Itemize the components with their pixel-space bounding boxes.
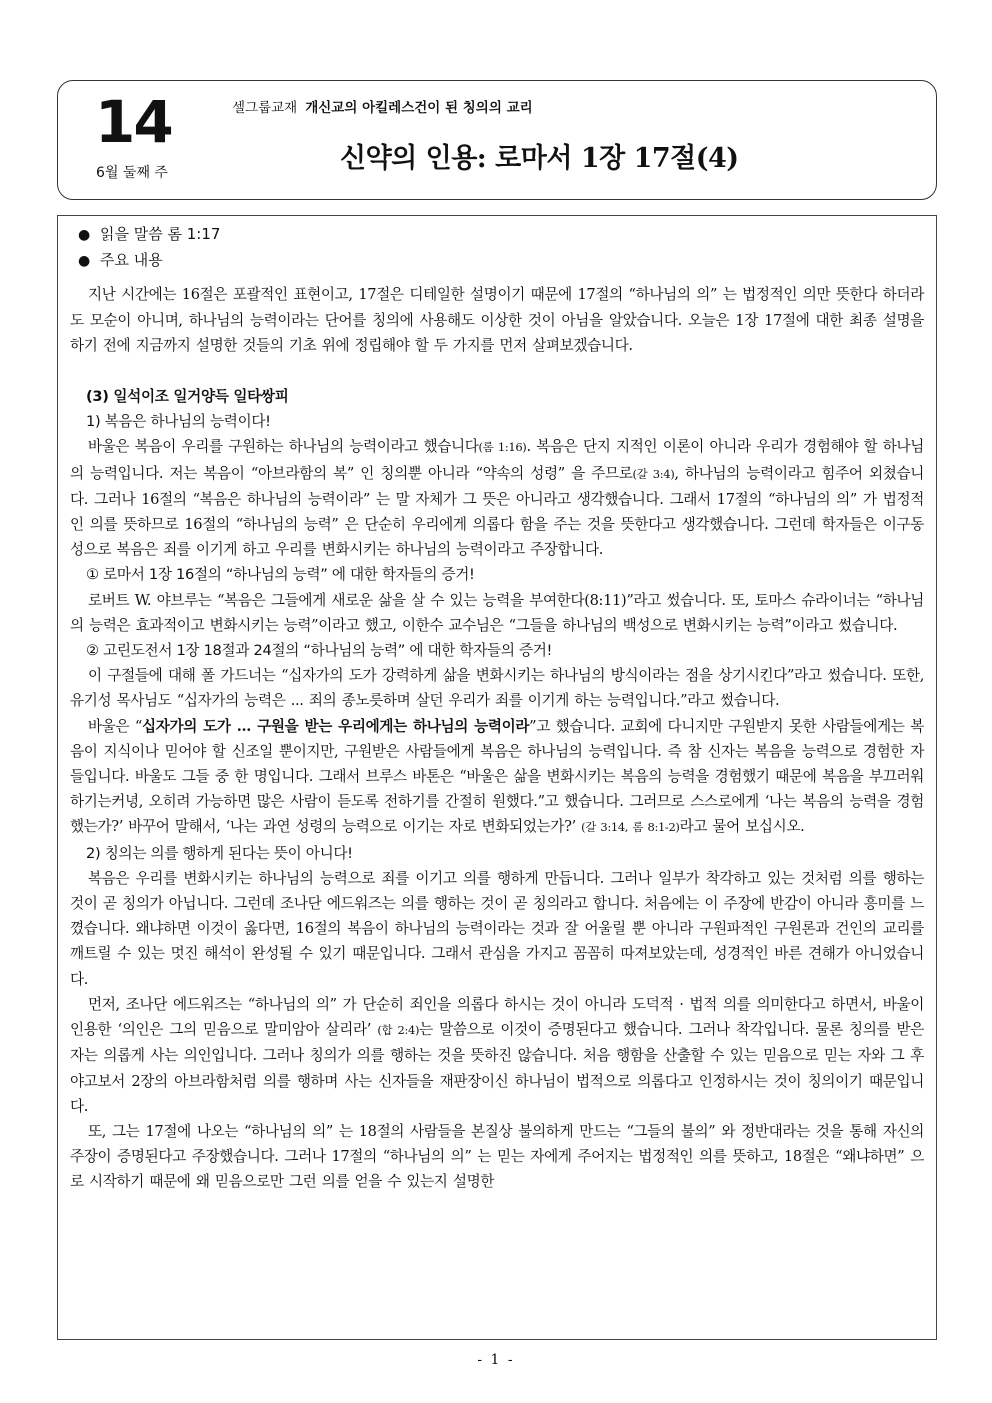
bullet-dot-icon: ● <box>78 227 91 243</box>
text-run: 는 말씀으로 이것이 증명된다고 했습니다. 그러나 착각입니다. 물론 칭의를 받은 자는 의롭게 사는 의인입니다. 그러나 칭의가 의를 행하는 것을 뜻하진 않습니다. 처음 행함을 산출할 수 있는 믿음으로 믿는 자와 그 후 야고보서 2장의 아브라함처럼 의를 행하며 사는 신자들을 재판장이신 하나님이 법적으로 의롭다고 인정하시는 것이 칭의이기 때문입니다. <box>70 1021 924 1115</box>
point2-heading: ② 고린도전서 1장 18절과 24절의 “하나님의 능력” 에 대한 학자들의 증거! <box>86 642 553 660</box>
sub1-heading: 1) 복음은 하나님의 능력이다! <box>86 413 271 431</box>
week-label: 6월 둘째 주 <box>96 165 168 181</box>
sub2-paragraph-2 <box>70 992 924 1119</box>
sub2-paragraph-1: 복음은 우리를 변화시키는 하나님의 능력으로 죄를 이기고 의를 행하게 만듭니다. 그러나 일부가 착각하고 있는 것처럼 의를 행하는 것이 곧 칭의가 아닙니다. 그런데 조나단 에드워즈는 의를 행하는 것이 곧 칭의라고 합니다. 처음에는 이 주장에 반감이 아니라 흥미를 느꼈습니다. 왜냐하면 이것이 옳다면, 16절의 복음이 하나님의 능력이라는 것과 잘 어울릴 뿐 아니라 구원파적인 구원론과 건인의 교리를 깨트릴 수 있는 멋진 해석이 완성될 수 있기 때문입니다. 그래서 관심을 가지고 꼼꼼히 따져보았는데, 성경적인 바른 견해가 아니었습니다. <box>70 869 924 988</box>
text-run: 바울은 “ <box>88 717 143 735</box>
sub2-heading: 2) 칭의는 의를 행하게 된다는 뜻이 아니다! <box>86 844 353 862</box>
text-run: 바울은 복음이 우리를 구원하는 하나님의 능력이라고 했습니다 <box>88 438 479 456</box>
scripture-ref: (갈 3:4) <box>632 466 675 481</box>
point1-heading: ① 로마서 1장 16절의 “하나님의 능력” 에 대한 학자들의 증거! <box>86 566 475 584</box>
scripture-ref: (갈 3:14, 롬 8:1-2) <box>581 820 680 835</box>
text-run: . 복음은 단지 지적인 이론이 아니라 우리가 경험해야 할 하나님의 능력입니다. 저는 복음이 “아브라함의 복” 인 칭의뿐 아니라 “약속의 성령” 을 주므로 <box>70 438 924 482</box>
series-title: 개신교의 아킬레스건이 된 칭의의 교리 <box>305 100 533 116</box>
lesson-number: 14 <box>95 88 172 156</box>
page-number: - 1 - <box>477 1352 515 1368</box>
bold-quote: 십자가의 도가 … 구원을 받는 우리에게는 하나님의 능력이라 <box>142 717 530 735</box>
text-run: , 하나님의 능력이라고 힘주어 외쳤습니다. 그러나 16절의 “복음은 하나님의 능력이라” 는 말 자체가 그 뜻은 아니라고 생각했습니다. 그래서 17절의 “하나님의 의” 가 법정적인 의를 뜻하므로 16절의 “하나님의 능력” 은 단순히 우리에게 의롭다 함을 주는 것을 뜻한다고 생각했습니다. 그런데 학자들은 이구동성으로 복음은 죄를 이기게 하고 우리를 변화시키는 하나님의 능력이라고 주장합니다. <box>70 464 924 559</box>
scripture-ref: (합 2:4) <box>377 1023 420 1038</box>
content-box <box>57 215 937 1340</box>
reading-text: 읽을 말씀 롬 1:17 <box>100 225 221 243</box>
scripture-ref: (롬 1:16) <box>478 440 527 455</box>
reading-bullet <box>70 222 924 248</box>
main-content-text: 주요 내용 <box>100 251 163 270</box>
lesson-title: 신약의 인용: 로마서 1장 17절(4) <box>340 143 739 174</box>
sub1-paragraph-2 <box>70 714 924 841</box>
content-body <box>58 216 936 1195</box>
series-prefix: 셀그룹교재 <box>232 100 298 116</box>
text-run: ”고 했습니다. 교회에 다니지만 구원받지 못한 사람들에게는 복음이 지식이나 믿어야 할 신조일 뿐이지만, 구원받은 사람들에게 복음은 하나님의 능력입니다. 즉 참 신자는 복음을 능력으로 경험한 자들입니다. 바울도 그들 중 한 명입니다. 그래서 브루스 바톤은 “바울은 삶을 변화시키는 복음의 능력을 경험했기 때문에 복음을 부끄러워하기는커녕, 오히려 가능하면 많은 사람이 듣도록 전하기를 간절히 원했다.”고 했습니다. 그러므로 스스로에게 ‘나는 복음의 능력을 경험했는가?’ 바꾸어 말해서, ‘나는 과연 성령의 능력으로 이기는 자로 변화되었는가?’ <box>70 717 924 836</box>
section-gap <box>70 358 924 384</box>
main-content-bullet <box>70 248 924 274</box>
sub2-paragraph-3: 또, 그는 17절에 나오는 “하나님의 의” 는 18절의 사람들을 본질상 불의하게 만드는 “그들의 불의” 와 정반대라는 것을 통해 자신의 주장이 증명된다고 주장했습니다. 그러나 17절의 “하나님의 의” 는 믿는 자에게 주어지는 법정적인 의를 뜻하고, 18절은 “왜냐하면” 으로 시작하기 때문에 왜 믿음으로만 그런 의를 얻을 수 있는지 설명한 <box>70 1122 924 1191</box>
series-line <box>232 96 533 116</box>
sub1-paragraph-1 <box>70 434 924 562</box>
point1-paragraph: 로버트 W. 야브루는 “복음은 그들에게 새로운 삶을 살 수 있는 능력을 부여한다(8:11)”라고 썼습니다. 또, 토마스 슈라이너는 “하나님의 능력은 효과적이고 변화시키는 능력”이라고 했고, 이한수 교수님은 “그들을 하나님의 백성으로 변화시키는 능력”이라고 썼습니다. <box>70 591 924 634</box>
bullet-dot-icon: ● <box>78 253 91 270</box>
text-run: 먼저, 조나단 에드워즈는 “하나님의 의” 가 단순히 죄인을 의롭다 하시는 것이 아니라 도덕적 · 법적 의를 의미한다고 하면서, 바울이 인용한 ‘의인은 그의 믿음으로 말미암아 살리라’ <box>70 995 924 1039</box>
section3-heading: (3) 일석이조 일거양득 일타쌍피 <box>86 388 289 406</box>
point2-paragraph: 이 구절들에 대해 폴 가드너는 “십자가의 도가 강력하게 삶을 변화시키는 하나님의 방식이라는 점을 상기시킨다”라고 썼습니다. 또한, 유기성 목사님도 “십자가의 능력은 ... 죄의 종노릇하며 살던 우리가 죄를 이기게 하는 능력입니다.”라고 썼습니다. <box>70 667 924 710</box>
intro-paragraph: 지난 시간에는 16절은 포괄적인 표현이고, 17절은 디테일한 설명이기 때문에 17절의 “하나님의 의” 는 법정적인 의만 뜻한다 하더라도 모순이 아니며, 하나님의 능력이라는 단어를 칭의에 사용해도 이상한 것이 아님을 알았습니다. 오늘은 1장 17절에 대한 최종 설명을 하기 전에 지금까지 설명한 것들의 기초 위에 정립해야 할 두 가지를 먼저 살펴보겠습니다. <box>70 286 924 354</box>
text-run: 라고 물어 보십시오. <box>679 818 805 836</box>
